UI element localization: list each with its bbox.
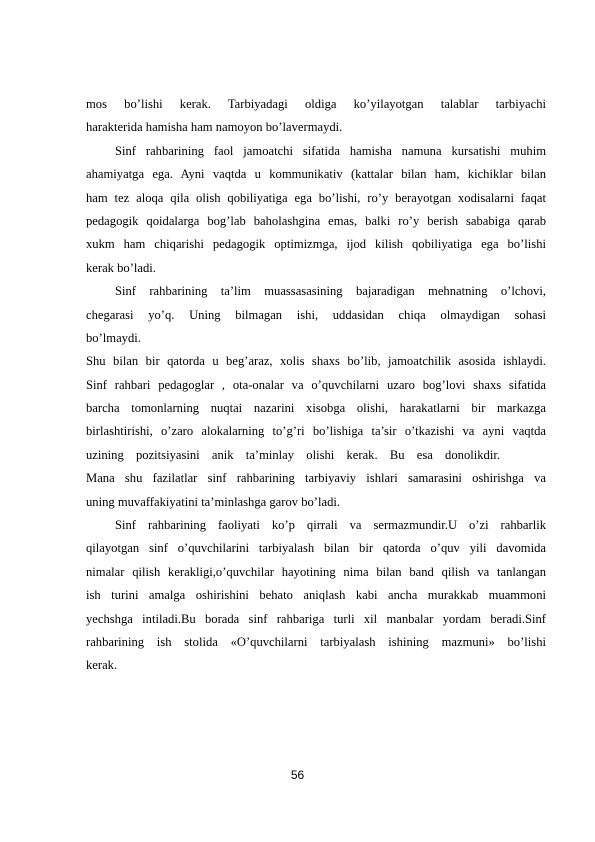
text-line: kerak.: [86, 658, 118, 673]
text-line: ish turini amalga oshirishini behato aniqlash kabi ancha murakkab muammoni: [86, 588, 546, 603]
text-line: uning muvaffakiyatini ta’minlashga garov bo’ladi.: [86, 494, 341, 509]
text-line: rahbarining ish stolida «O’quvchilarni tarbiyalash ishining mazmuni» bo’lishi: [86, 634, 546, 649]
page-number: 56: [290, 768, 305, 782]
text-line: ham tez aloqa qila olish qobiliyatiga ega bo’lishi, ro’y berayotgan xodisalarni faqat: [86, 190, 546, 205]
text-line: Sinf rahbarining faoliyati ko’p qirrali va sermazmundir.U o’zi rahbarlik: [115, 518, 546, 533]
text-line: pedagogik qoidalarga bog’lab baholashgina emas, balki ro’y berish sababiga qarab: [86, 213, 546, 228]
text-line: ahamiyatga ega. Ayni vaqtda u kommunikativ (kattalar bilan ham, kichiklar bilan: [86, 167, 546, 182]
text-line: bo’lmaydi.: [86, 330, 141, 345]
text-line: uzining pozitsiyasini anik ta’minlay olishi kerak. Bu esa donolikdir.: [86, 447, 500, 462]
body-text: [86, 93, 546, 678]
text-line: Sinf rahbari pedagoglar , ota-onalar va o’quvchilarni uzaro bog’lovi shaxs sifatida: [86, 377, 546, 392]
text-line: harakterida hamisha ham namoyon bo’lavermaydi.: [86, 120, 343, 135]
text-line: nimalar qilish kerakligi,o’quvchilar hayotining nima bilan band qilish va tanlangan: [86, 564, 546, 579]
text-line: Shu bilan bir qatorda u beg’araz, xolis shaxs bo’lib, jamoatchilik asosida ishlaydi.: [86, 354, 546, 369]
text-line: Mana shu fazilatlar sinf rahbarining tarbiyaviy ishlari samarasini oshirishga va: [86, 471, 546, 486]
text-line: xukm ham chiqarishi pedagogik optimizmga, ijod kilish qobiliyatiga ega bo’lishi: [86, 237, 546, 252]
text-line: Sinf rahbarining ta’lim muassasasining bajaradigan mehnatning o’lchovi,: [115, 284, 546, 299]
text-line: birlashtirishi, o’zaro alokalarning to’g’ri bo’lishiga ta’sir o’tkazishi va ayni vaqtda: [86, 424, 546, 439]
text-line: chegarasi yo’q. Uning bilmagan ishi, uddasidan chiqa olmaydigan sohasi: [86, 307, 546, 322]
text-line: Sinf rahbarining faol jamoatchi sifatida hamisha namuna kursatishi muhim: [115, 143, 546, 158]
text-line: yechshga intiladi.Bu borada sinf rahbariga turli xil manbalar yordam beradi.Sinf: [86, 611, 546, 626]
text-line: barcha tomonlarning nuqtai nazarini xisobga olishi, harakatlarni bir markazga: [86, 401, 546, 416]
text-line: mos bo’lishi kerak. Tarbiyadagi oldiga ko’yilayotgan talablar tarbiyachi: [86, 97, 546, 111]
text-line: qilayotgan sinf o’quvchilarini tarbiyalash bilan bir qatorda o’quv yili davomida: [86, 541, 546, 556]
text-line: kerak bo’ladi.: [86, 260, 156, 275]
